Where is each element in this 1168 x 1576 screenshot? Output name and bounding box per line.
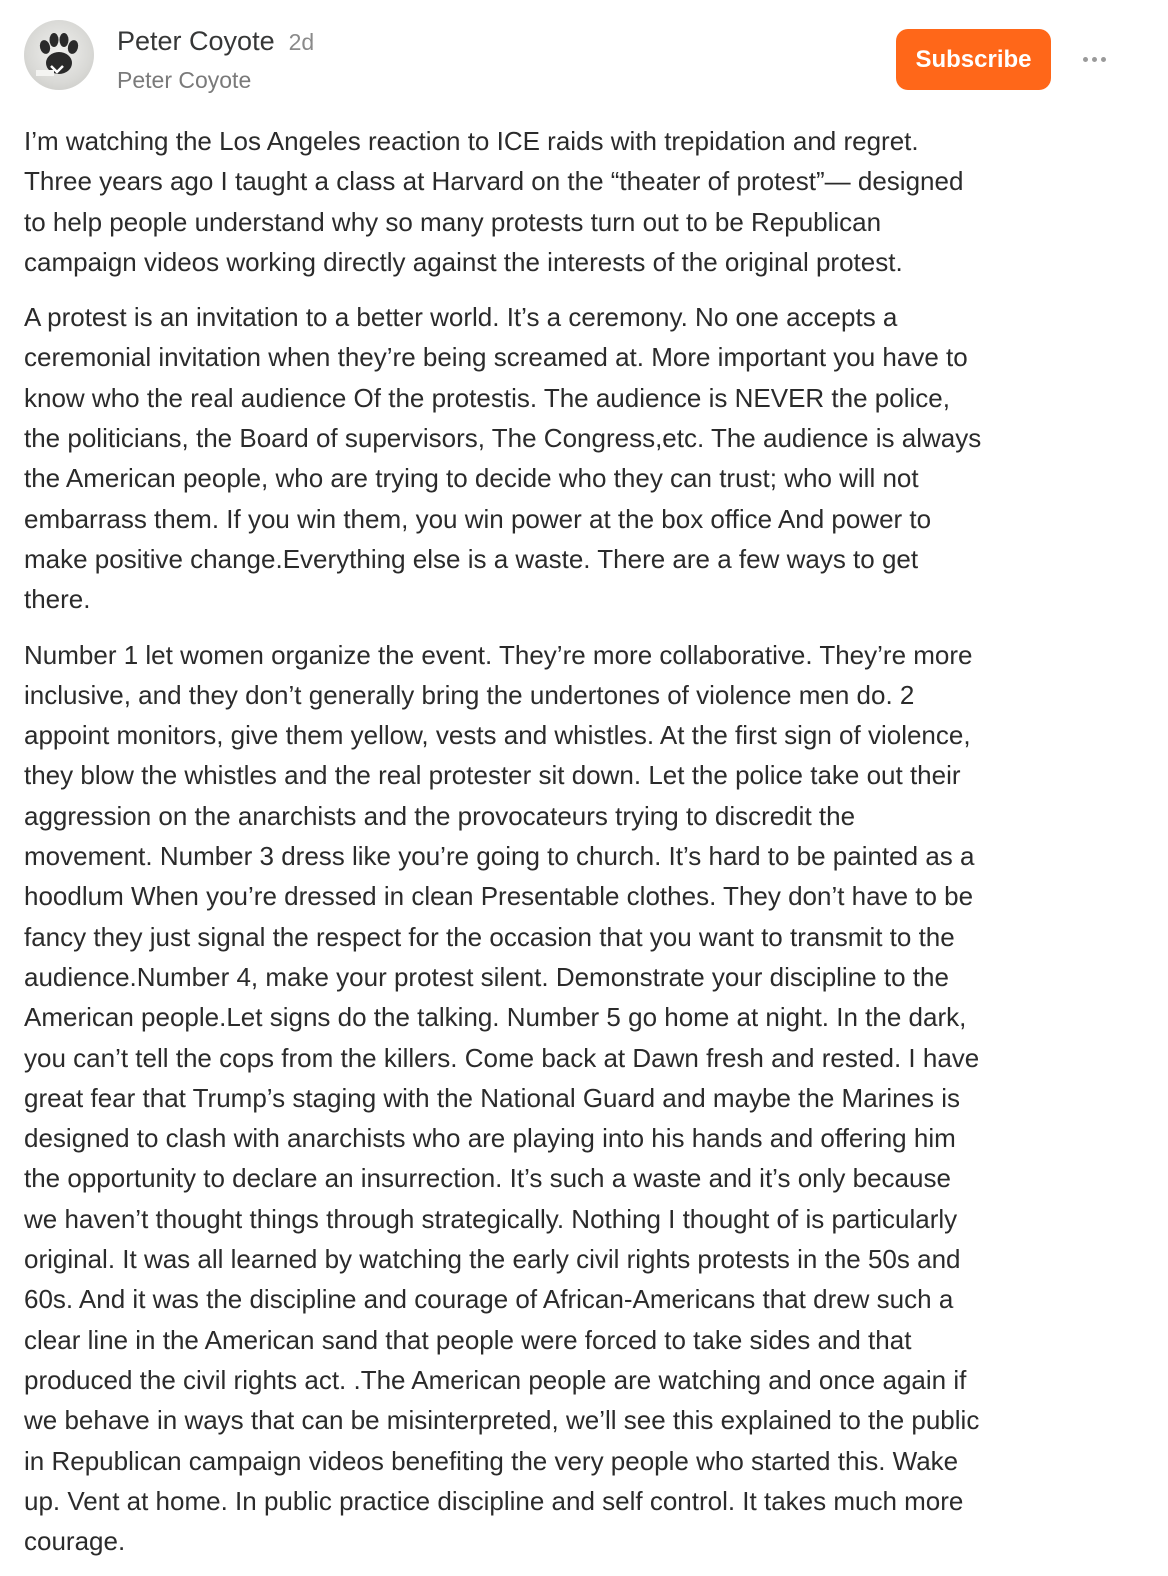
- more-dot: [1083, 57, 1088, 62]
- post-paragraph-3: Number 1 let women organize the event. They’re more collaborative. They’re more inclusive, and they don’t generally bring the undertones of violence men do. 2 appoint monitors, give them yellow, vests and whistles. At the first sign of violence, they blow the whistles and the real protester sit down. Let the police take out their aggression on the anarchists and the provocateurs trying to discredit the movement. Number 3 dress like you’re going to church. It’s hard to be painted as a hoodlum When you’re dressed in clean Presentable clothes. They don’t have to be fancy they just signal the respect for the occasion that you want to transmit to the audience.Number 4, make your protest silent. Demonstrate your discipline to the American people.Let signs do the talking. Number 5 go home at night. In the dark, you can’t tell the cops from the killers. Come back at Dawn fresh and rested. I have great fear that Trump’s staging with the National Guard and maybe the Marines is designed to clash with anarchists who are playing into his hands and offering him the opportunity to declare an insurrection. It’s such a waste and it’s only because we haven’t thought things through strategically. Nothing I thought of is particularly original. It was all learned by watching the early civil rights protests in the 50s and 60s. And it was the discipline and courage of African-Americans that drew such a clear line in the American sand that people were forced to take sides and that produced the civil rights act. .The American people are watching and once again if we behave in ways that can be misinterpreted, we’ll see this explained to the public in Republican campaign videos benefiting the very people who started this. Wake up. Vent at home. In public practice discipline and self control. It takes much more courage.: [24, 639, 980, 1557]
- post-paragraph-1: I’m watching the Los Angeles reaction to ICE raids with trepidation and regret. Three years ago I taught a class at Harvard on the “theater of protest”— designed to help people understand why so many protests turn out to be Republican campaign videos working directly against the interests of the original protest.: [24, 126, 964, 277]
- post-timestamp: 2d: [288, 29, 315, 55]
- subscribe-button[interactable]: Subscribe: [896, 29, 1051, 90]
- post-header: [24, 18, 1144, 108]
- post-paragraph-2: A protest is an invitation to a better world. It’s a ceremony. No one accepts a ceremonial invitation when they’re being screamed at. More important you have to know who the real audience Of the protestis. The audience is NEVER the police, the politicians, the Board of supervisors, The Congress,etc. The audience is always the American people, who are trying to decide who they can trust; who will not embarrass them. If you win them, you win power at the box office And power to make positive change.Everything else is a waste. There are a few ways to get there.: [24, 302, 982, 615]
- paw-print-icon: [24, 20, 94, 90]
- author-name[interactable]: Peter Coyote: [117, 26, 275, 56]
- more-options-icon[interactable]: [1074, 44, 1114, 74]
- more-dot: [1101, 57, 1106, 62]
- author-line: [117, 26, 314, 57]
- post-body: [24, 121, 1124, 1576]
- more-dot: [1092, 57, 1097, 62]
- author-avatar[interactable]: [24, 20, 94, 90]
- publication-name[interactable]: Peter Coyote: [117, 67, 252, 93]
